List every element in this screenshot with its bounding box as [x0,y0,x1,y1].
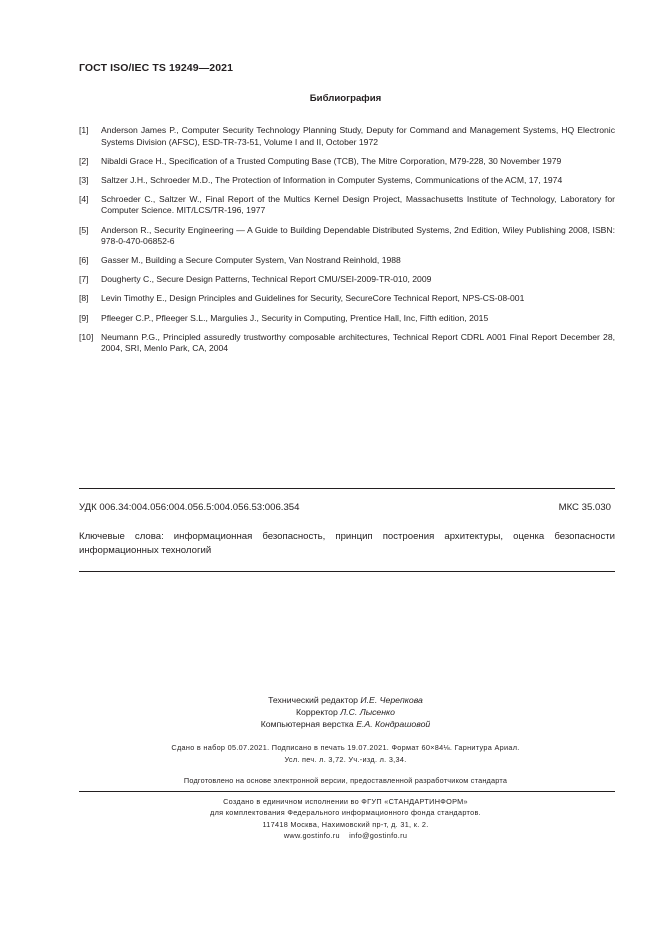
entry-text: Saltzer J.H., Schroeder M.D., The Protection of Information in Computer Systems, Communications of the ACM, 17, 1974 [101,174,563,185]
publisher-line: 117418 Москва, Нахимовский пр-т, д. 31, к. 2. [262,819,429,829]
publisher-contacts: www.gostinfo.ru info@gostinfo.ru [283,831,408,841]
keywords: Ключевые слова: информационная безопасность, принцип построения архитектуры, оценка безопасности информационных технологий [79,531,615,556]
credit-corrector [0,706,661,718]
entry-number: [2] [79,155,89,166]
entry-number: [3] [79,174,89,185]
bibliography-entry [79,194,615,217]
bibliography-entry [79,156,615,168]
entry-text: Dougherty C., Secure Design Patterns, Technical Report CMU/SEI-2009-TR-010, 2009 [101,274,432,285]
bibliography-entry [79,293,615,305]
entry-number: [1] [79,125,89,135]
corrector-label: Корректор [296,707,338,717]
credit-layout [0,718,661,730]
publisher-line: Создано в единичном исполнении во ФГУП «СТАНДАРТИНФОРМ» [223,797,468,806]
imprint-block [0,742,661,766]
bibliography-entry [79,225,615,248]
entry-text: Anderson James P., Computer Security Technology Planning Study, Deputy for Command and Management Systems, HQ Electronic Systems Division (AFSC), ESD-TR-73-51, Volume I and II, October 1972 [101,125,615,147]
entry-text: Levin Timothy E., Design Principles and Guidelines for Security, SecureCore Technical Report, NPS-CS-08-001 [101,293,525,304]
layout-name: Е.А. Кондрашовой [356,719,431,729]
editor-name: И.Е. Черепкова [360,695,423,705]
credit-editor [0,694,661,706]
mks-code: МКС 35.030 [558,502,611,513]
entry-number: [6] [79,255,89,266]
prepared-note: Подготовлено на основе электронной версии, предоставленной разработчиком стандарта [183,776,508,785]
imprint-line: Усл. печ. л. 3,72. Уч.-изд. л. 3,34. [284,755,407,764]
imprint-line: Сдано в набор 05.07.2021. Подписано в печать 19.07.2021. Формат 60×84⅛. Гарнитура Ариал. [171,743,520,752]
entry-text: Nibaldi Grace H., Specification of a Trusted Computing Base (TCB), The Mitre Corporation, M79-228, 30 November 1979 [101,155,562,166]
publisher-line: для комплектования Федерального информационного фонда стандартов. [210,808,481,818]
entry-number: [10] [79,331,94,342]
divider-top [79,488,615,489]
editor-label: Технический редактор [268,695,358,705]
entry-number: [5] [79,224,89,235]
layout-label: Компьютерная верстка [260,719,354,729]
entry-text: Neumann P.G., Principled assuredly trustworthy composable architectures, Technical Report CDRL A001 Final Report December 28, 2004, SRI, Menlo Park, CA, 2004 [101,331,615,354]
corrector-name: Л.С. Лысенко [340,707,395,717]
entry-text: Pfleeger C.P., Pfleeger S.L., Margulies J., Security in Computing, Prentice Hall, Inc, Fifth edition, 2015 [101,312,489,323]
entry-number: [7] [79,274,89,285]
bibliography-entry [79,255,615,267]
entry-number: [4] [79,193,89,204]
entry-text: Gasser M., Building a Secure Computer System, Van Nostrand Reinhold, 1988 [101,255,401,266]
bibliography-entry [79,125,615,148]
divider-publisher [79,791,615,792]
divider-bottom [79,571,615,572]
entry-number: [8] [79,293,89,304]
bibliography-entry [79,175,615,187]
entry-text: Schroeder C., Saltzer W., Final Report of the Multics Kernel Design Project, Massachusetts Institute of Technology, Laboratory for Computer Science. MIT/LCS/TR-196, 1977 [101,193,615,216]
bibliography-title: Библиография [309,93,382,104]
document-code: ГОСТ ISO/IEC TS 19249—2021 [79,62,234,74]
entry-number: [9] [79,312,89,323]
publisher-block [0,796,661,842]
entry-text: Anderson R., Security Engineering — A Guide to Building Dependable Distributed Systems, 2nd Edition, Wiley Publishing 2008, ISBN: 978-0-470-06852-6 [101,224,615,247]
bibliography-entry [79,274,615,286]
bibliography-entry [79,313,615,325]
udc-code: УДК 006.34:004.056:004.056.5:004.056.53:006.354 [79,502,300,513]
bibliography-list [79,125,615,362]
credits-block [0,694,661,730]
bibliography-entry [79,332,615,355]
